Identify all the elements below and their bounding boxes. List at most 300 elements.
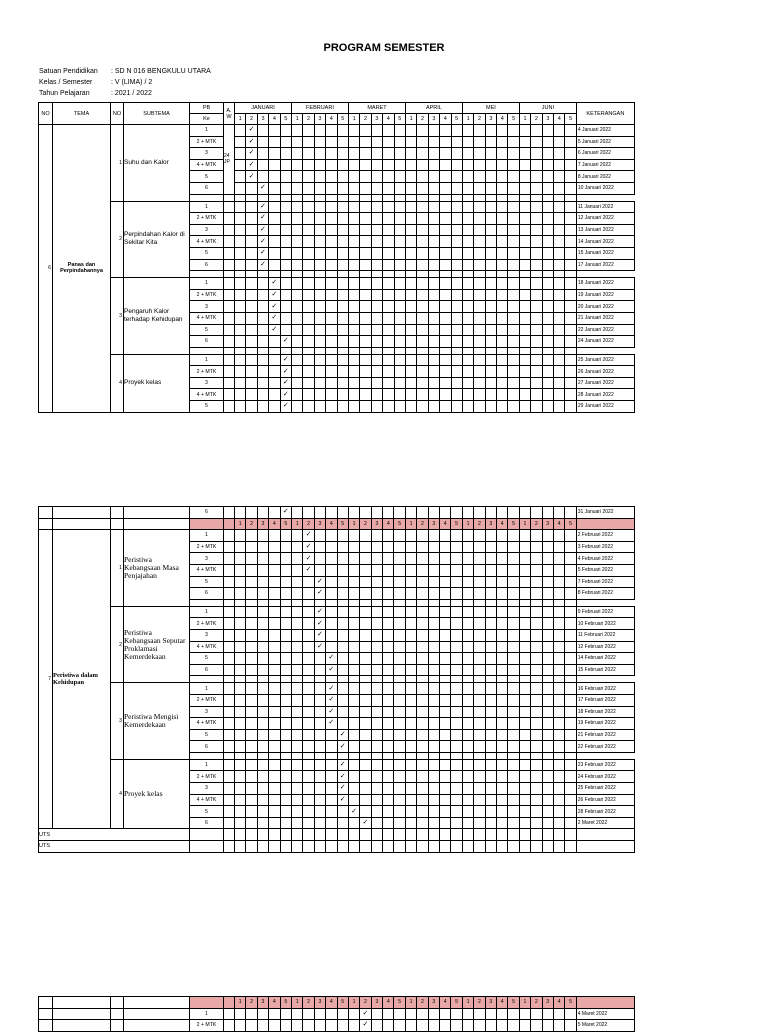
checkmark-icon: ✓ [282,402,289,410]
week-cell [280,629,291,641]
week-cell [280,148,291,160]
pb-cell: 6 [190,664,224,676]
week-cell [280,301,291,313]
week-cell [360,606,371,618]
week-cell [496,1008,507,1020]
week-cell [542,741,553,753]
pb-cell: 3 [190,783,224,795]
empty-cell [235,829,246,841]
week-number: 1 [348,114,359,125]
week-cell [394,806,405,818]
week-cell [405,366,416,378]
week-cell [553,683,564,695]
week-number: 1 [462,114,473,125]
week-cell [360,1020,371,1032]
subtema-name: Pengaruh Kalor terhadap Kehidupan [124,278,190,355]
week-cell [360,629,371,641]
week-cell [565,1020,576,1032]
empty-cell [383,841,394,853]
week-cell [417,530,428,542]
week-cell [485,312,496,324]
empty-cell [303,271,314,278]
keterangan-cell: 2 Februari 2022 [576,530,634,542]
checkmark-icon: ✓ [305,543,312,551]
checkmark-icon: ✓ [316,631,323,639]
subtema-number: 2 [111,201,124,278]
week-cell [462,729,473,741]
week-cell [269,794,280,806]
week-cell [235,588,246,600]
week-cell [519,389,530,401]
week-cell [383,301,394,313]
week-cell [291,694,302,706]
empty-cell [280,347,291,354]
week-cell [542,759,553,771]
week-cell [542,530,553,542]
week-cell [508,530,519,542]
week-cell [360,541,371,553]
week-cell [303,806,314,818]
week-cell [542,794,553,806]
week-cell [257,806,268,818]
week-cell [405,564,416,576]
week-cell [496,683,507,695]
week-cell [314,783,325,795]
header-month: JUNI [519,103,576,114]
week-cell [440,794,451,806]
empty-cell [508,599,519,606]
table-cell [576,997,634,1009]
week-cell [269,401,280,413]
week-cell [326,606,337,618]
week-cell [440,741,451,753]
week-cell [257,507,268,519]
empty-cell [417,194,428,201]
empty-cell [383,271,394,278]
week-cell [235,148,246,160]
table-cell [224,576,235,588]
empty-cell [383,752,394,759]
week-cell [337,641,348,653]
week-number: 2 [246,518,257,530]
week-cell [508,576,519,588]
week-cell [314,389,325,401]
empty-cell [303,194,314,201]
week-cell [269,336,280,348]
table-cell [224,247,235,259]
week-number: 2 [303,518,314,530]
week-cell [417,324,428,336]
week-cell [235,664,246,676]
week-cell [337,377,348,389]
week-number: 2 [246,997,257,1009]
week-number: 3 [485,518,496,530]
week-cell [383,312,394,324]
empty-cell [485,676,496,683]
week-cell [451,718,462,730]
pb-cell: 2 + MTK [190,1020,224,1032]
week-cell [428,236,439,248]
empty-cell [542,194,553,201]
week-cell [337,224,348,236]
week-cell [337,312,348,324]
table-cell [53,518,111,530]
week-cell [553,576,564,588]
week-cell [269,377,280,389]
week-cell [326,507,337,519]
week-cell [394,247,405,259]
week-cell [246,182,257,194]
week-cell [554,301,565,313]
week-cell [348,641,359,653]
week-cell [485,289,496,301]
week-cell [280,729,291,741]
week-cell [508,401,519,413]
empty-cell [314,599,325,606]
week-number: 3 [428,114,439,125]
week-cell [417,259,428,271]
week-cell [553,1008,564,1020]
week-cell [497,224,508,236]
week-cell [474,247,485,259]
week-cell [496,794,507,806]
week-cell [497,301,508,313]
week-number: 2 [417,518,428,530]
week-cell [269,259,280,271]
week-cell [371,618,382,630]
week-cell [554,259,565,271]
empty-cell [474,752,485,759]
week-cell [542,629,553,641]
week-cell [428,366,439,378]
week-cell [337,354,348,366]
week-cell [508,629,519,641]
week-cell [405,706,416,718]
week-cell [383,771,394,783]
week-cell [405,201,416,213]
week-cell [485,182,496,194]
week-cell [531,683,542,695]
week-number-row [39,997,635,1009]
empty-cell [246,841,257,853]
week-cell [440,259,451,271]
week-cell [303,541,314,553]
week-cell [531,354,542,366]
week-cell [303,278,314,290]
week-cell [348,401,359,413]
week-cell [280,817,291,829]
week-cell [417,354,428,366]
week-cell [314,576,325,588]
empty-cell [337,347,348,354]
week-cell [280,247,291,259]
week-cell [417,576,428,588]
checkmark-icon: ✓ [328,666,335,674]
week-cell [314,171,325,183]
empty-cell [553,829,564,841]
week-cell [417,389,428,401]
week-cell [485,664,496,676]
week-number: 5 [508,114,519,125]
empty-cell [280,752,291,759]
week-cell [269,182,280,194]
info-row: Tahun Pelajaran : 2021 / 2022 [39,90,152,97]
week-cell [383,759,394,771]
subtema-name: Peristiwa Kebangsaan Seputar Proklamasi Kemerdekaan [124,606,190,683]
week-cell [235,729,246,741]
empty-cell [496,752,507,759]
week-cell [383,336,394,348]
week-cell [553,771,564,783]
week-cell [451,588,462,600]
checkmark-icon: ✓ [362,819,369,827]
week-cell [394,1008,405,1020]
empty-cell [519,752,530,759]
week-cell [394,741,405,753]
week-cell [405,629,416,641]
table-cell [224,301,235,313]
week-number: 4 [383,114,394,125]
week-cell [428,641,439,653]
week-cell [246,125,257,137]
week-cell [519,653,530,665]
pb-cell: 2 + MTK [190,541,224,553]
week-cell [565,683,576,695]
empty-cell [269,676,280,683]
week-cell [337,259,348,271]
week-cell [246,136,257,148]
week-cell [269,278,280,290]
week-number: 1 [348,518,359,530]
empty-cell [417,347,428,354]
week-cell [497,125,508,137]
week-cell [519,694,530,706]
week-cell [474,201,485,213]
checkmark-icon: ✓ [271,302,278,310]
week-cell [554,224,565,236]
week-cell [291,171,302,183]
week-cell [246,706,257,718]
week-cell [405,653,416,665]
week-cell [554,159,565,171]
week-cell [451,301,462,313]
week-cell [519,1020,530,1032]
week-cell [246,377,257,389]
week-cell [531,706,542,718]
week-cell [348,301,359,313]
week-cell [417,783,428,795]
week-cell [508,683,519,695]
week-cell [371,312,382,324]
week-cell [542,289,553,301]
week-cell [565,301,576,313]
pb-cell: 3 [190,629,224,641]
week-number: 4 [269,114,280,125]
week-cell [303,1020,314,1032]
tema-name: Peristiwa dalam Kehidupan [53,530,111,829]
week-cell [257,729,268,741]
empty-cell [269,599,280,606]
week-cell [405,324,416,336]
week-cell [291,259,302,271]
empty-cell [348,599,359,606]
week-cell [405,718,416,730]
week-cell [428,182,439,194]
week-cell [383,618,394,630]
keterangan-cell: 17 Januari 2022 [576,259,634,271]
week-cell [451,377,462,389]
week-cell [485,718,496,730]
uts-label: UTS [39,841,190,853]
week-cell [440,507,451,519]
header-no: NO [39,103,53,125]
empty-cell [565,841,576,853]
week-cell [565,771,576,783]
week-number: 1 [348,997,359,1009]
week-cell [360,530,371,542]
empty-cell [474,194,485,201]
table-cell [224,1008,235,1020]
empty-cell [394,752,405,759]
week-cell [474,1020,485,1032]
week-cell [337,289,348,301]
table-cell [224,541,235,553]
empty-cell [257,829,268,841]
week-cell [553,664,564,676]
week-cell [440,182,451,194]
week-cell [348,576,359,588]
pb-cell: 1 [190,606,224,618]
week-cell [428,301,439,313]
empty-cell [291,841,302,853]
week-cell [542,541,553,553]
empty-cell [224,752,235,759]
week-cell [280,653,291,665]
week-cell [519,629,530,641]
pb-cell: 5 [190,806,224,818]
week-cell [246,301,257,313]
week-cell [371,389,382,401]
week-cell [417,201,428,213]
empty-cell [440,829,451,841]
pb-cell: 6 [190,817,224,829]
empty-cell [428,841,439,853]
week-number: 4 [496,518,507,530]
week-cell [462,694,473,706]
week-number: 3 [257,114,268,125]
week-cell [291,771,302,783]
week-cell [314,401,325,413]
week-cell [405,541,416,553]
week-cell [508,247,519,259]
week-cell [496,817,507,829]
week-cell [291,530,302,542]
week-cell [497,336,508,348]
subtema-name: Peristiwa Mengisi Kemerdekaan [124,683,190,760]
empty-cell [348,829,359,841]
week-cell [542,729,553,741]
week-cell [497,324,508,336]
week-cell [542,213,553,225]
empty-cell [224,347,235,354]
week-cell [326,759,337,771]
empty-cell [474,676,485,683]
empty-cell [337,599,348,606]
week-cell [371,213,382,225]
week-cell [428,618,439,630]
week-cell [440,213,451,225]
empty-cell [474,271,485,278]
week-cell [462,236,473,248]
week-cell [440,530,451,542]
info-row: Satuan Pendidikan : SD N 016 BENGKULU UTARA [39,68,211,75]
week-cell [508,236,519,248]
week-cell [531,664,542,676]
week-cell [485,1008,496,1020]
week-cell [246,771,257,783]
week-cell [553,706,564,718]
schedule-row [39,759,635,771]
empty-cell [405,347,416,354]
week-cell [474,171,485,183]
week-cell [371,741,382,753]
empty-cell [508,194,519,201]
week-cell [542,588,553,600]
week-cell [531,641,542,653]
week-cell [291,182,302,194]
week-cell [462,664,473,676]
week-cell [417,289,428,301]
week-cell [428,324,439,336]
week-cell [519,588,530,600]
week-cell [326,683,337,695]
week-number: 1 [291,518,302,530]
week-cell [246,324,257,336]
week-cell [348,366,359,378]
week-cell [565,377,576,389]
week-cell [246,401,257,413]
week-cell [235,694,246,706]
week-cell [440,301,451,313]
table-cell [111,1008,124,1020]
empty-cell [496,599,507,606]
week-cell [519,530,530,542]
week-cell [314,606,325,618]
week-cell [280,759,291,771]
empty-cell [280,841,291,853]
week-cell [371,354,382,366]
week-cell [326,224,337,236]
pb-cell: 5 [190,247,224,259]
empty-cell [326,347,337,354]
empty-cell [314,676,325,683]
empty-cell [190,599,224,606]
week-cell [485,576,496,588]
week-cell [326,541,337,553]
week-cell [565,148,576,160]
week-cell [497,259,508,271]
pb-cell: 1 [190,759,224,771]
week-cell [280,706,291,718]
checkmark-icon: ✓ [328,684,335,692]
week-cell [371,729,382,741]
week-cell [235,683,246,695]
empty-cell [474,829,485,841]
checkmark-icon: ✓ [260,214,266,222]
table-cell [224,829,235,841]
week-cell [428,171,439,183]
week-number: 4 [269,518,280,530]
